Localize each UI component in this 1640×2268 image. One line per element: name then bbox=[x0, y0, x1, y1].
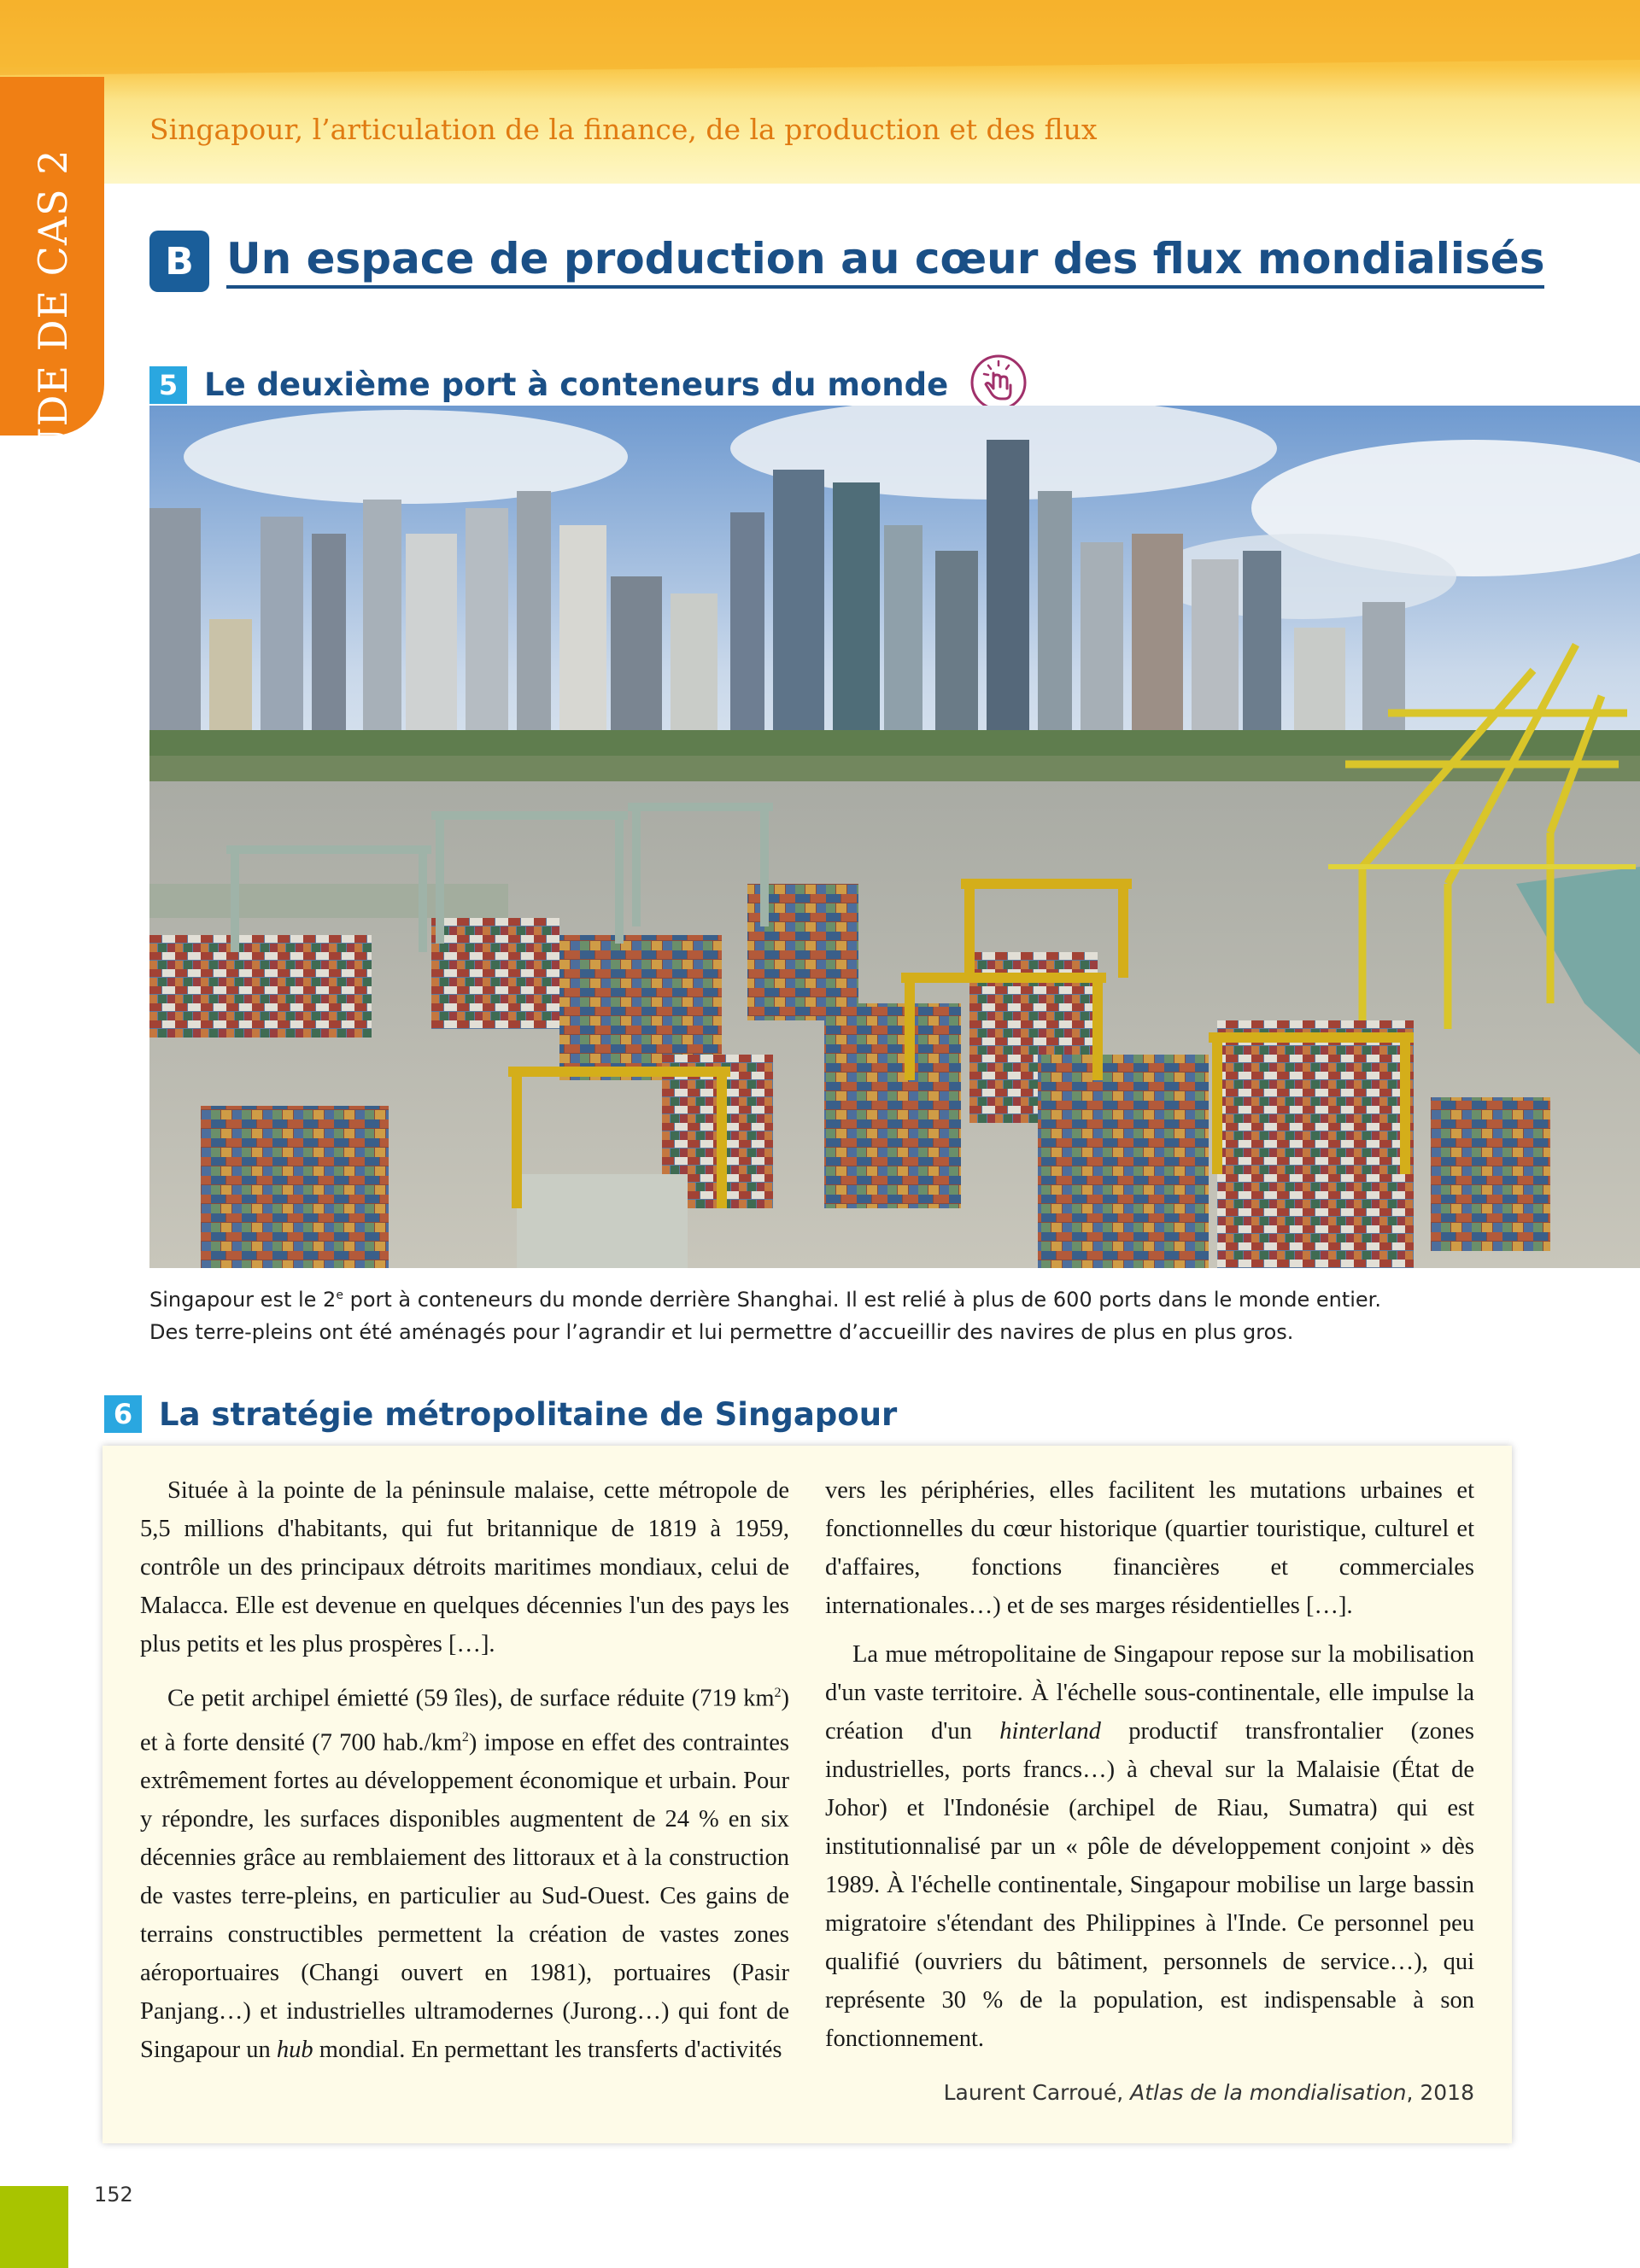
paragraph-3: vers les périphéries, elles facilitent les mutations urbaines et fonctionnelles du cœur historique (quartier touristique, culturel et d'affaires, fonctions financières et commerciales internationales…) et de ses marges résidentielles […]. bbox=[825, 1477, 1474, 1619]
doc6-title: La stratégie métropolitaine de Singapour bbox=[159, 1395, 898, 1433]
section-heading bbox=[149, 231, 1544, 292]
doc6-text-box bbox=[102, 1446, 1512, 2143]
caption-text-b: port à conteneurs du monde derrière Shanghai. Il est relié à plus de 600 ports dans le monde entier. bbox=[343, 1288, 1381, 1312]
source-citation bbox=[825, 2073, 1474, 2112]
p2-text-b: ) et à forte densité (7 700 hab./km bbox=[140, 1685, 789, 1756]
caption-line-2: Des terre-pleins ont été aménagés pour l’agrandir et lui permettre d’accueillir des navires de plus en plus gros. bbox=[149, 1320, 1294, 1344]
text-column-right bbox=[825, 1471, 1474, 2143]
source-author: Laurent Carroué, bbox=[943, 2080, 1131, 2105]
p2-superscript-1: 2 bbox=[774, 1686, 782, 1700]
caption-line-1 bbox=[149, 1279, 1516, 1316]
paragraph-4 bbox=[825, 1635, 1474, 2058]
p2-superscript-2: 2 bbox=[461, 1729, 469, 1745]
side-tab-label: ÉTUDE DE CAS 2 bbox=[30, 149, 76, 517]
p2-text-a: Ce petit archipel émietté (59 îles), de surface réduite (719 km bbox=[167, 1685, 775, 1712]
p2-italic-hub: hub bbox=[276, 2037, 313, 2063]
text-column-left bbox=[140, 1471, 789, 2143]
doc6-heading bbox=[104, 1395, 897, 1433]
page-corner-marker bbox=[0, 2186, 68, 2268]
caption-text-a: Singapour est le 2 bbox=[149, 1288, 337, 1312]
port-photo bbox=[149, 406, 1640, 1268]
paragraph-2 bbox=[140, 1674, 789, 2069]
header-band-graphic bbox=[0, 0, 1640, 184]
doc5-number: 5 bbox=[149, 366, 187, 404]
section-title: Un espace de production au cœur des flux mondialisés bbox=[226, 234, 1544, 289]
header-band bbox=[0, 0, 1640, 184]
source-year: , 2018 bbox=[1406, 2080, 1474, 2105]
p4-italic-hinterland: hinterland bbox=[999, 1718, 1101, 1745]
page-number: 152 bbox=[94, 2183, 133, 2207]
side-tab bbox=[0, 77, 104, 517]
doc5-title: Le deuxième port à conteneurs du monde bbox=[204, 366, 949, 403]
chapter-title: Singapour, l’articulation de la finance, de la production et des flux bbox=[149, 113, 1098, 146]
p2-text-c: ) impose en effet des contraintes extrêmement fortes au développement économique et urbain. Pour y répondre, les surfaces disponibles augmentent de 24 % en six décennies grâce au remblaiement des littoraux et à la construction de vastes terre-pleins, en particulier au Sud-Ouest. Ces gains de terrains constructibles permettent la création de vastes zones aéroportuaires (Changi ouvert en 1981), portuaires (Pasir Panjang…) et industrielles ultramodernes (Jurong…) qui font de Singapour un bbox=[140, 1729, 789, 2063]
doc5-caption bbox=[149, 1279, 1516, 1348]
doc6-number: 6 bbox=[104, 1395, 142, 1433]
p4-text-a: La mue métropolitaine de Singapour repose sur la mobilisation d'un vaste territoire. À l'échelle sous-continentale, elle impulse la création d'un bbox=[825, 1641, 1474, 1745]
p2-text-d: mondial. En permettant les transferts d'activités bbox=[313, 2037, 782, 2063]
source-work: Atlas de la mondialisation bbox=[1130, 2080, 1407, 2105]
paragraph-1: Située à la pointe de la péninsule malaise, cette métropole de 5,5 millions d'habitants, qui fut britannique de 1819 à 1959, contrôle un des principaux détroits maritimes mondiaux, celui de Malacca. Elle est devenue en quelques décennies l'un des pays les plus petits et les plus prospères […]. bbox=[140, 1477, 789, 1657]
p4-text-b: productif transfrontalier (zones industrielles, ports francs…) à cheval sur la Malaisie (État de Johor) et l'Indonésie (archipel de Riau, Sumatra) qui est institutionnalisé par un « pôle de développement conjoint » dès 1989. À l'échelle continentale, Singapour mobilise un large bassin migratoire s'étendant des Philippines à l'Inde. Ce personnel peu qualifié (ouvriers du bâtiment, personnels de service…), qui représente 30 % de la population, est indispensable à son fonctionnement. bbox=[825, 1718, 1474, 2052]
caption-superscript: e bbox=[336, 1289, 343, 1302]
section-letter: B bbox=[149, 231, 209, 292]
